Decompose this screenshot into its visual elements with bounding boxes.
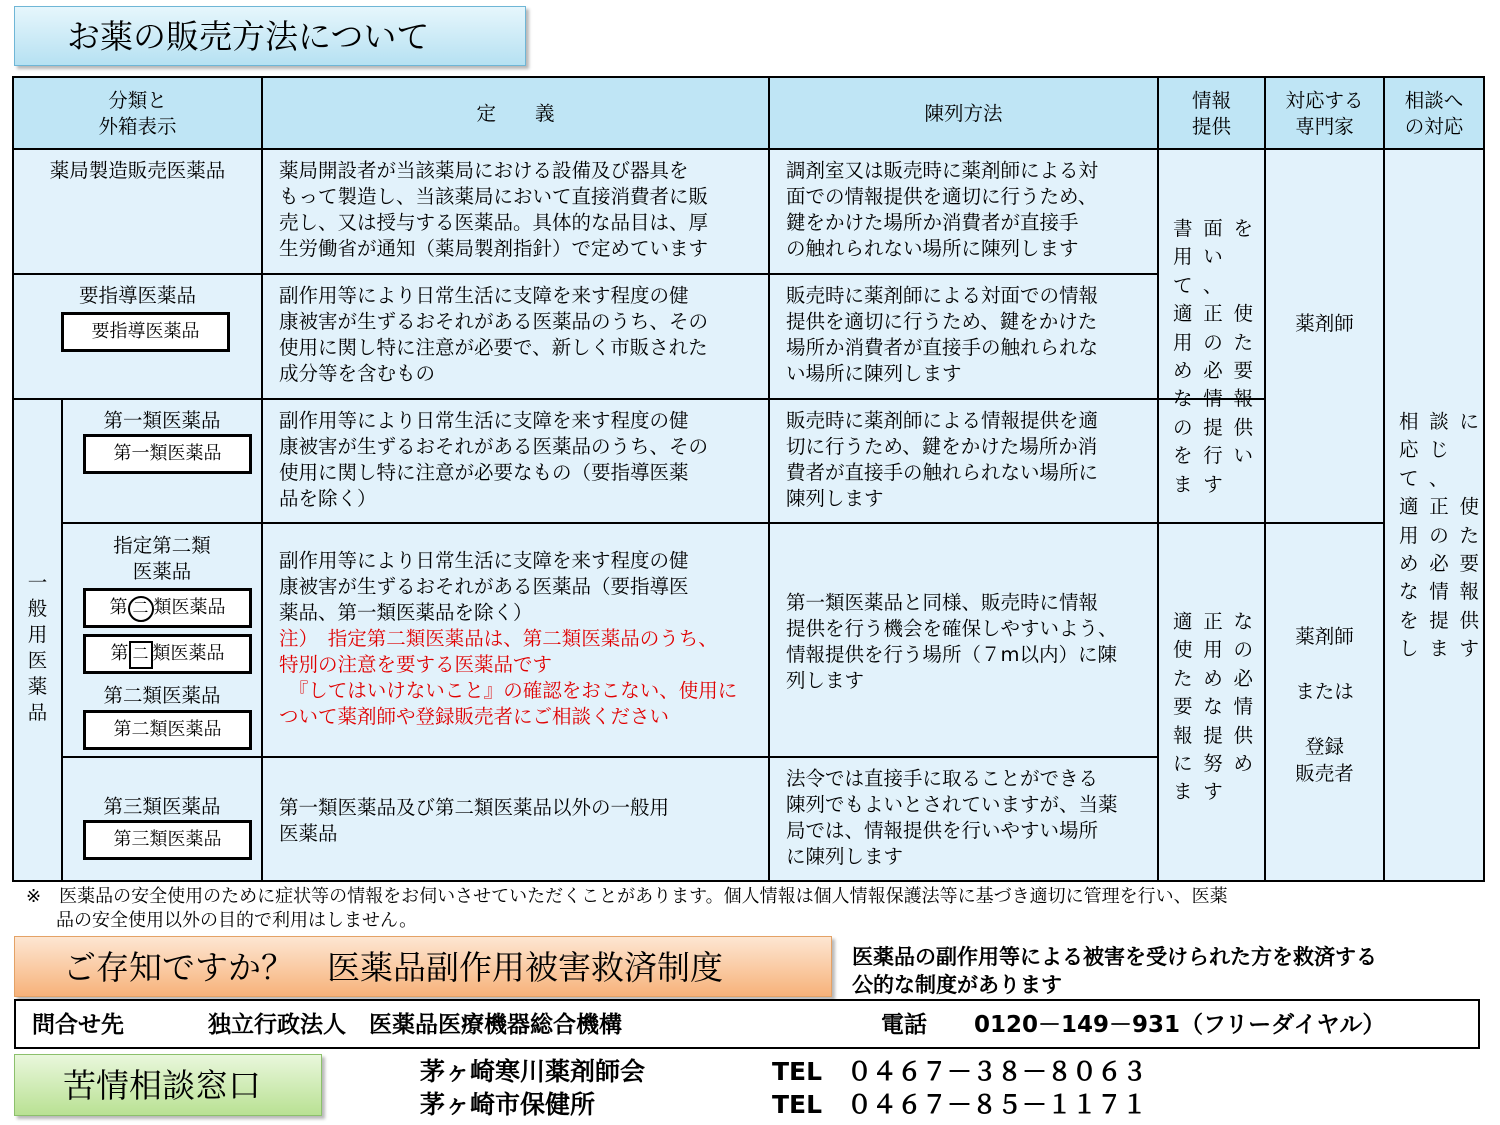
text-line: ます: [1173, 780, 1234, 804]
text-line: 陳列でもよいとされていますが、当薬: [786, 793, 1118, 816]
text-line: 鍵をかけた場所か消費者が直接手: [786, 211, 1079, 234]
text-line: 陳列します: [786, 487, 884, 510]
label-char: 一: [27, 571, 48, 594]
header-text: 相談へ: [1404, 89, 1464, 112]
text-line: 用いて、: [1173, 245, 1234, 297]
text-line: します: [1399, 637, 1490, 661]
text-line: 成分等を含むもの: [279, 362, 436, 385]
text-line: 副作用等により日常生活に支障を来す程度の健: [279, 549, 689, 572]
display-class1: [786, 408, 1157, 512]
text-line: 第一類医薬品及び第二類医薬品以外の一般用: [279, 796, 670, 819]
header-display: 陳列方法: [924, 102, 1003, 125]
text-line: 提供を適切に行うため、鍵をかけた: [786, 310, 1098, 333]
text-line: 報提供: [1173, 723, 1264, 747]
text-line: または: [1295, 680, 1354, 703]
expert-pharmacist: 薬剤師: [1295, 312, 1354, 335]
text-line: を行い: [1173, 444, 1264, 468]
text-line: 適正使: [1399, 495, 1490, 519]
definition-class2: [279, 548, 768, 730]
text-line: め必要: [1173, 359, 1264, 383]
header-text: 対応する: [1285, 89, 1364, 112]
circled-mark: 二: [128, 596, 154, 622]
note-line: 『してはいけないこと』の確認をおこない、使用に: [279, 679, 738, 702]
text-line: を提供: [1399, 608, 1490, 632]
definition-class1: [279, 408, 768, 512]
text-line: 医薬品: [132, 560, 192, 583]
complaint-entry: [420, 1055, 1220, 1088]
text-line: 指定第二類: [113, 534, 211, 557]
definition-pharmacy-made: [279, 158, 768, 262]
text-line: もって製造し、当該薬局において直接消費者に販: [279, 185, 709, 208]
text-line: な情報: [1399, 580, 1490, 604]
package-label-designated-class2: [83, 588, 252, 628]
text-line: 情報提供を行う場所（７m以内）に陳: [786, 643, 1117, 666]
row-divider: [61, 756, 1157, 758]
display-class3: [786, 766, 1157, 870]
note-line: 特別の注意を要する医薬品です: [279, 653, 553, 676]
text-line: 品の安全使用以外の目的で利用はしません。: [56, 910, 418, 931]
text-line: 局では、情報提供を行いやすい場所: [786, 819, 1099, 842]
package-label-class1: 第一類医薬品: [83, 434, 252, 474]
boxed-mark: 二: [129, 641, 153, 669]
row-divider: [61, 522, 1383, 524]
complaint-name: 茅ヶ崎市保健所: [420, 1090, 596, 1119]
text-line: 販売時に薬剤師による対面での情報: [786, 284, 1099, 307]
label-text: 第: [109, 597, 128, 618]
text-line: ます: [1173, 472, 1234, 496]
col-divider: [768, 78, 770, 880]
note-line: 注） 指定第二類医薬品は、第二類医薬品のうち、: [279, 627, 718, 650]
text-line: 法令では直接手に取ることができる: [786, 767, 1099, 790]
text-line: 書面を: [1173, 217, 1264, 240]
col-divider: [1383, 78, 1385, 880]
col-divider: [261, 78, 263, 880]
text-line: 販売者: [1295, 762, 1354, 785]
text-line: 応じて、: [1399, 438, 1460, 490]
note-line: ついて薬剤師や登録販売者にご相談ください: [279, 705, 670, 728]
text-line: 相談に: [1399, 410, 1490, 433]
category-guidance: 要指導医薬品: [78, 284, 196, 307]
text-line: ため必: [1173, 666, 1264, 690]
contact-phone-label: 電話: [881, 1012, 927, 1038]
category-designated-class2: [63, 533, 261, 585]
complaint-tel: TEL ０４６７－８５－１１７１: [772, 1090, 1148, 1119]
text-line: 副作用等により日常生活に支障を来す程度の健: [279, 284, 689, 307]
text-line: に陳列します: [786, 845, 904, 868]
text-line: な情報: [1173, 387, 1264, 411]
complaint-name: 茅ヶ崎寒川薬剤師会: [420, 1057, 646, 1086]
text-line: 康被害が生ずるおそれがある医薬品のうち、その: [279, 310, 709, 333]
relief-system-description: [852, 943, 1482, 999]
contact-org: 独立行政法人 医薬品医療機器総合機構: [208, 1012, 622, 1038]
package-label-designated-class2-boxed: [83, 634, 252, 674]
privacy-footnote: [26, 885, 1486, 933]
text-line: の触れられない場所に陳列します: [786, 237, 1079, 260]
header-divider: [14, 148, 1483, 150]
complaint-tel: TEL ０４６７－３８－８０６３: [772, 1057, 1148, 1086]
label-text: 第: [110, 643, 129, 664]
header-text: 専門家: [1295, 115, 1354, 138]
text-line: 副作用等により日常生活に支障を来す程度の健: [279, 409, 689, 432]
header-text: 提供: [1191, 115, 1231, 138]
text-line: 使用に関し特に注意が必要なもの（要指導医薬: [279, 461, 689, 484]
label-text: 類医薬品: [153, 597, 226, 618]
info-provision-written: [1173, 215, 1268, 499]
text-line: 場所か消費者が直接手の触れられな: [786, 336, 1099, 359]
col-divider: [1157, 78, 1159, 880]
package-label-class3: 第三類医薬品: [83, 820, 252, 860]
definition-guidance: [279, 283, 768, 387]
text-line: に努め: [1173, 752, 1264, 776]
consult-response: [1399, 408, 1494, 664]
sales-method-table: [12, 76, 1490, 882]
header-definition: 定 義: [476, 102, 555, 125]
definition-class3: [279, 795, 768, 847]
header-consult: [1385, 88, 1483, 140]
package-label-class2: 第二類医薬品: [83, 710, 252, 750]
expert-pharmacist-or-seller: [1266, 623, 1383, 787]
text-line: 康被害が生ずるおそれがある医薬品のうち、その: [279, 435, 709, 458]
header-text: 情報: [1191, 89, 1231, 112]
text-line: め必要: [1399, 552, 1490, 576]
text-line: 面での情報提供を適切に行うため、: [786, 185, 1098, 208]
text-line: 使用の: [1173, 638, 1264, 662]
contact-bar: [14, 999, 1480, 1049]
text-line: 康被害が生ずるおそれがある医薬品（要指導医: [279, 575, 689, 598]
label-char: 医: [27, 649, 48, 672]
package-label-guidance: 要指導医薬品: [61, 312, 230, 352]
display-guidance: [786, 283, 1157, 387]
category-class2: 第二類医薬品: [103, 684, 221, 707]
text-line: 使用に関し特に注意が必要で、新しく市販された: [279, 336, 708, 359]
category-class1: 第一類医薬品: [103, 409, 221, 432]
text-line: 用のた: [1173, 330, 1264, 354]
text-line: 公的な制度があります: [852, 973, 1062, 997]
label-char: 般: [27, 597, 48, 620]
text-line: ※ 医薬品の安全使用のために症状等の情報をお伺いさせていただくことがあります。個人情報は個人情報保護法等に基づき適切に管理を行い、医薬: [26, 886, 1228, 907]
text-line: 薬局開設者が当該薬局における設備及び器具を: [279, 159, 689, 182]
text-line: 生労働省が通知（薬局製剤指針）で定めています: [279, 237, 709, 260]
text-line: 販売時に薬剤師による情報提供を適: [786, 409, 1099, 432]
text-line: 売し、又は授与する医薬品。具体的な品目は、厚: [279, 211, 709, 234]
row-divider: [14, 398, 1264, 400]
text-line: い場所に陳列します: [786, 362, 962, 385]
text-line: 適正使: [1173, 302, 1264, 326]
display-class2: [786, 590, 1157, 694]
text-line: 提供を行う機会を確保しやすいよう、: [786, 617, 1118, 640]
text-line: 医薬品の副作用等による被害を受けられた方を救済する: [852, 945, 1377, 969]
text-line: 要な情: [1173, 695, 1264, 719]
text-line: 第一類医薬品と同様、販売時に情報: [786, 591, 1099, 614]
header-category: [14, 88, 261, 140]
header-expert: [1266, 88, 1383, 140]
text-line: 費者が直接手の触れられない場所に: [786, 461, 1099, 484]
label-char: 薬: [27, 675, 48, 698]
label-text: 類医薬品: [152, 643, 225, 664]
text-line: 品を除く）: [279, 487, 377, 510]
complaint-entry: [420, 1088, 1220, 1121]
header-text: 外箱表示: [98, 115, 177, 138]
header-info: [1159, 88, 1264, 140]
text-line: 列します: [786, 669, 865, 692]
text-line: 適正な: [1173, 610, 1264, 633]
category-class3: 第三類医薬品: [103, 795, 221, 818]
label-char: 品: [27, 701, 48, 724]
text-line: の提供: [1173, 415, 1264, 439]
text-line: 薬品、第一類医薬品を除く）: [279, 601, 533, 624]
complaint-contacts: [420, 1055, 1220, 1121]
text-line: 医薬品: [279, 822, 338, 845]
contact-label: 問合せ先: [32, 1012, 124, 1038]
header-text: 分類と: [108, 89, 167, 112]
text-line: 調剤室又は販売時に薬剤師による対: [786, 159, 1099, 182]
category-pharmacy-made: 薬局製造販売医薬品: [49, 159, 226, 182]
info-provision-effort: [1173, 608, 1268, 807]
page-title: お薬の販売方法について: [14, 6, 526, 66]
contact-phone: 0120－149－931（フリーダイヤル）: [974, 1012, 1386, 1038]
text-line: 薬剤師: [1295, 625, 1354, 648]
text-line: 登録: [1304, 735, 1344, 758]
label-char: 用: [27, 623, 48, 646]
display-pharmacy-made: [786, 158, 1157, 262]
header-text: の対応: [1404, 115, 1464, 138]
text-line: 用のた: [1399, 523, 1490, 547]
complaint-heading: 苦情相談窓口: [14, 1054, 322, 1116]
text-line: 切に行うため、鍵をかけた場所か消: [786, 435, 1098, 458]
general-otc-label: [14, 570, 61, 726]
relief-system-heading: ご存知ですか？ 医薬品副作用被害救済制度: [14, 936, 832, 997]
row-divider: [14, 273, 1157, 275]
